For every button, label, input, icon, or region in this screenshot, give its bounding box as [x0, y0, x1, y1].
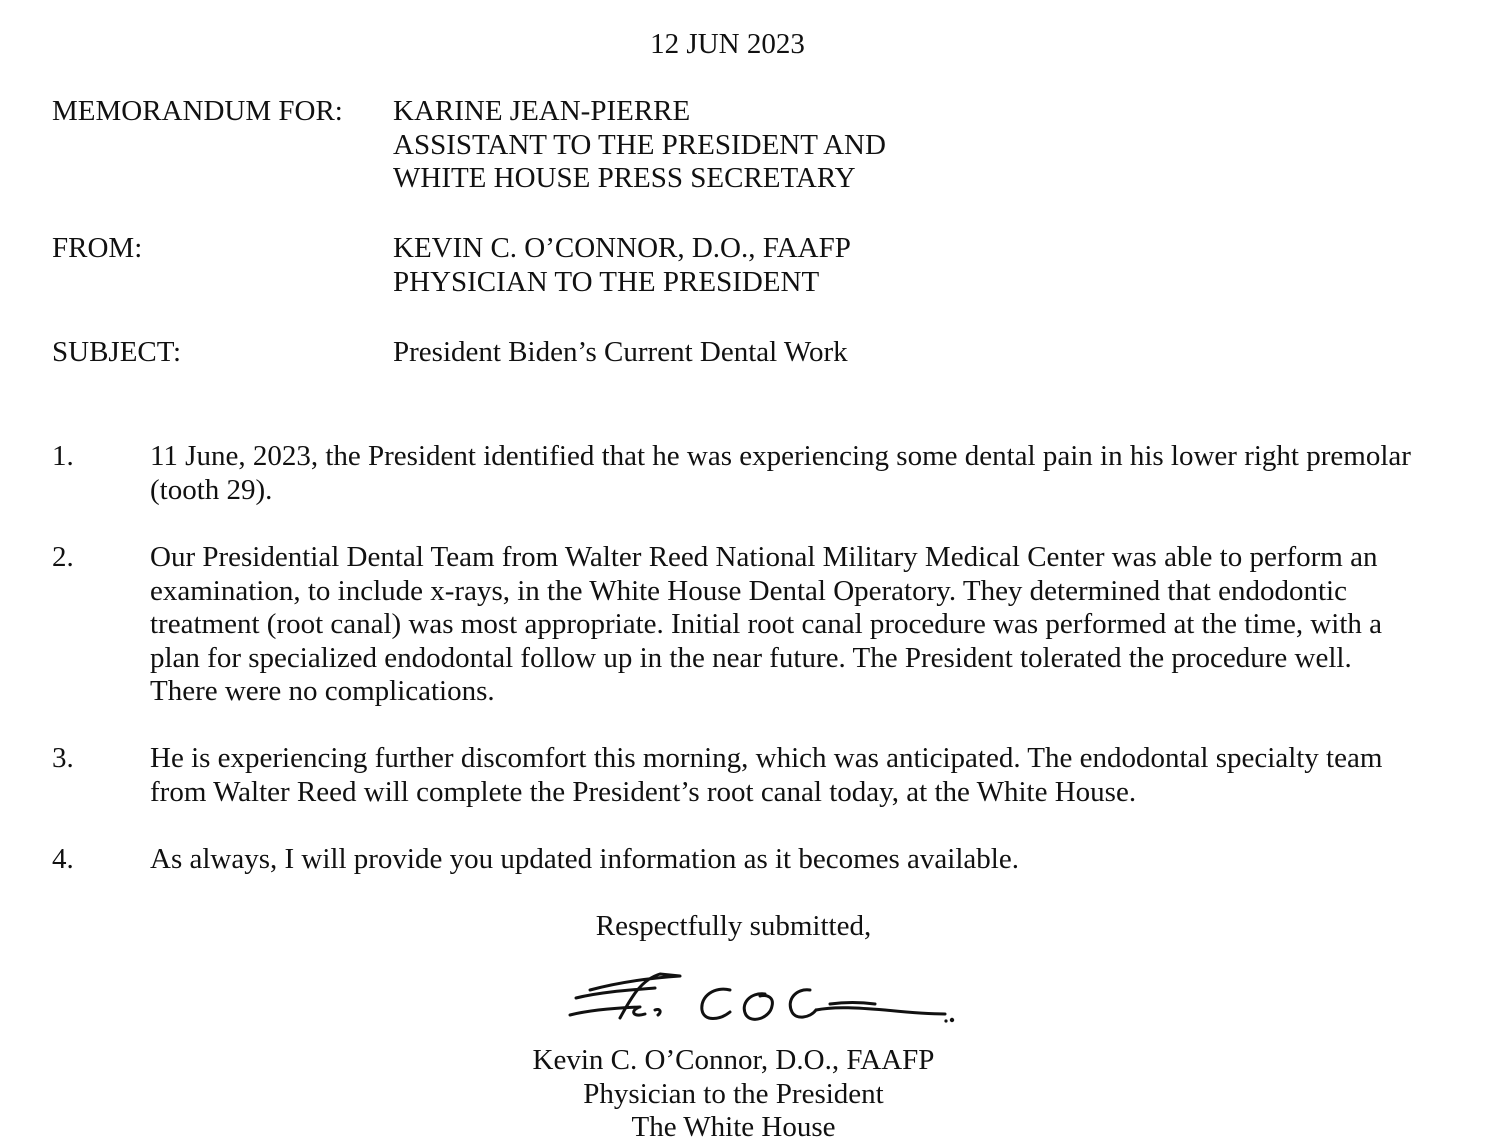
paragraph-line: 11 June, 2023, the President identified that he was experiencing some dental pain in his lower right premolar: [150, 440, 1411, 472]
closing-text: Respectfully submitted,: [595, 910, 872, 942]
paragraph-line: plan for specialized endodontal follow up in the near future. The President tolerated the procedure well.: [150, 641, 1352, 674]
paragraph-line: examination, to include x-rays, in the White House Dental Operatory. They determined that endodontic: [150, 574, 1347, 607]
recipient-name: KARINE JEAN-PIERRE: [393, 95, 691, 127]
paragraph-line: There were no complications.: [150, 675, 495, 707]
memorandum-for-label: MEMORANDUM FOR:: [52, 95, 343, 127]
paragraph-line: He is experiencing further discomfort this morning, which was anticipated. The endodontal specialty team: [150, 742, 1383, 774]
recipient-title-line-1: ASSISTANT TO THE PRESIDENT AND: [393, 128, 886, 161]
memo-date: 12 JUN 2023: [650, 28, 805, 60]
recipient-title-line-2: WHITE HOUSE PRESS SECRETARY: [393, 162, 856, 194]
signature-icon: [560, 960, 970, 1035]
paragraph-2-text: [150, 541, 1450, 709]
paragraph-4-number: 4.: [52, 843, 74, 875]
subject-text: [393, 336, 848, 370]
subject-label: SUBJECT:: [52, 336, 182, 368]
from-label: FROM:: [52, 232, 143, 264]
subject-line: President Biden’s Current Dental Work: [393, 336, 848, 368]
paragraph-3-text: [150, 742, 1450, 809]
signer-title: Physician to the President: [583, 1077, 884, 1110]
signer-name: Kevin C. O’Connor, D.O., FAAFP: [532, 1044, 935, 1076]
paragraph-line: As always, I will provide you updated information as it becomes available.: [150, 843, 1019, 875]
signature-block: [0, 1044, 1467, 1145]
paragraph-line: treatment (root canal) was most appropriate. Initial root canal procedure was performed at the time, with a: [150, 608, 1383, 640]
sender-title: PHYSICIAN TO THE PRESIDENT: [393, 265, 820, 298]
sender-name: KEVIN C. O’CONNOR, D.O., FAAFP: [393, 232, 851, 264]
paragraph-2-number: 2.: [52, 541, 74, 573]
memorandum-for-recipient: [393, 95, 886, 196]
paragraph-1-number: 1.: [52, 440, 74, 472]
paragraph-3-number: 3.: [52, 742, 74, 774]
paragraph-line: Our Presidential Dental Team from Walter Reed National Military Medical Center was able to perform an: [150, 541, 1378, 573]
paragraph-line: from Walter Reed will complete the President’s root canal today, at the White House.: [150, 775, 1137, 808]
paragraph-4-text: [150, 843, 1450, 877]
from-sender: [393, 232, 851, 299]
paragraph-line: (tooth 29).: [150, 473, 273, 506]
signer-organization: The White House: [631, 1111, 836, 1143]
paragraph-1-text: [150, 440, 1450, 507]
